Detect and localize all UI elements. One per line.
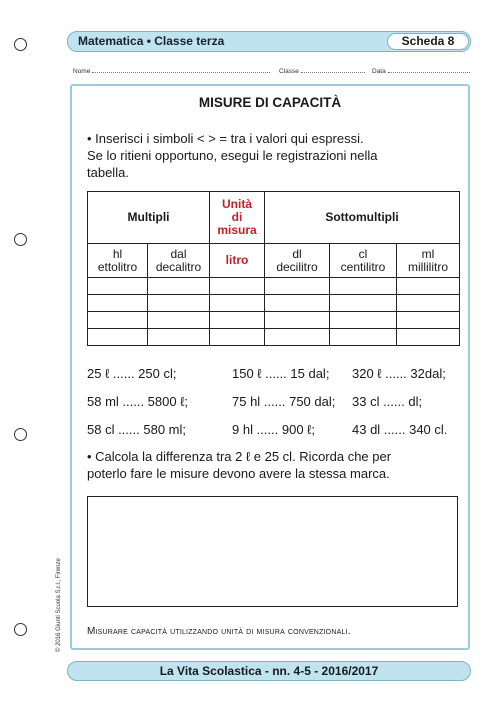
exercise-item[interactable]: 75 hl ...... 750 dal; xyxy=(232,394,336,409)
exercise-item[interactable]: 43 dl ...... 340 cl. xyxy=(352,422,448,437)
worksheet-title: MISURE DI CAPACITÀ xyxy=(198,95,342,110)
name-label: Nome xyxy=(73,68,91,75)
exercise-item[interactable]: 58 ml ...... 5800 ℓ; xyxy=(87,394,189,409)
name-field[interactable] xyxy=(73,67,270,75)
table-row xyxy=(88,329,460,346)
binder-hole-4 xyxy=(14,623,27,636)
exercise-item[interactable]: 25 ℓ ...... 250 cl; xyxy=(87,366,177,381)
sottomultipli-header: Sottomultipli xyxy=(265,192,460,244)
table-row xyxy=(88,278,460,295)
learning-objective: Misurare capacità utilizzando unità di misura convenzionali. xyxy=(87,626,351,637)
class-field[interactable] xyxy=(279,67,365,75)
exercise-item[interactable]: 320 ℓ ...... 32dal; xyxy=(352,366,446,381)
binder-hole-1 xyxy=(14,38,27,51)
table-row xyxy=(88,312,460,329)
instruction-2: • Calcola la differenza tra 2 ℓ e 25 cl. Ricorda che per poterlo fare le misure devono avere la stessa marca. xyxy=(87,449,392,481)
exercise-item[interactable]: 9 hl ...... 900 ℓ; xyxy=(232,422,315,437)
date-field[interactable] xyxy=(372,67,470,75)
unit-litro: litro xyxy=(210,244,265,278)
copyright-notice: © 2016 Giunti Scuola S.r.l., Firenze xyxy=(56,558,62,652)
answer-box[interactable] xyxy=(87,496,458,607)
binder-hole-3 xyxy=(14,428,27,441)
unit-ml: ml millilitro xyxy=(397,244,460,278)
multipli-header: Multipli xyxy=(88,192,210,244)
binder-hole-2 xyxy=(14,233,27,246)
exercise-item[interactable]: 33 cl ...... dl; xyxy=(352,394,423,409)
worksheet-card xyxy=(70,84,470,650)
unit-cl: cl centilitro xyxy=(330,244,397,278)
date-label: Data xyxy=(372,68,386,75)
table-row xyxy=(88,295,460,312)
unita-header: Unità di misura xyxy=(210,192,265,244)
units-table xyxy=(87,191,460,346)
header-bar xyxy=(67,31,471,52)
worksheet-tag: Scheda 8 xyxy=(387,33,469,50)
unit-dl: dl decilitro xyxy=(265,244,330,278)
class-label: Classe xyxy=(279,68,299,75)
footer-bar: La Vita Scolastica - nn. 4-5 - 2016/2017 xyxy=(67,661,471,681)
exercise-item[interactable]: 150 ℓ ...... 15 dal; xyxy=(232,366,330,381)
unit-dal: dal decalitro xyxy=(148,244,210,278)
exercise-item[interactable]: 58 cl ...... 580 ml; xyxy=(87,422,186,437)
instruction-1: • Inserisci i simboli < > = tra i valori qui espressi. Se lo ritieni opportuno, esegui le registrazioni nella tabella. xyxy=(87,131,378,180)
unit-hl: hl ettolitro xyxy=(88,244,148,278)
header-title: Matematica • Classe terza xyxy=(78,34,225,48)
